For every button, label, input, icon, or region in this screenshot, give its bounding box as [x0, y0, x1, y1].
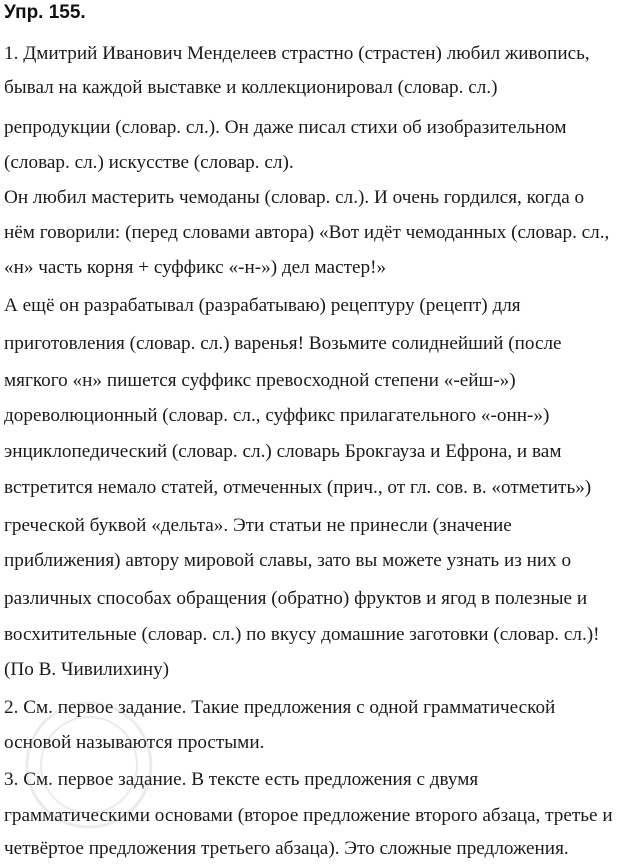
text-line: бывал на каждой выставке и коллекционировал (словар. сл.)	[4, 77, 498, 98]
line	[4, 217, 636, 249]
line	[4, 252, 636, 284]
text-line: мягкого «н» пишется суффикс превосходной степени «-ейш-»)	[4, 370, 516, 391]
line	[4, 182, 636, 214]
text-line: различных способах обращения (обратно) фруктов и ягод в полезные и	[4, 588, 588, 609]
text-line: приближения) автору мировой славы, зато вы можете узнать из них о	[4, 550, 572, 571]
line	[4, 764, 636, 796]
text-line: основой называются простыми.	[4, 732, 265, 753]
line	[4, 290, 636, 322]
text-line: 3. См. первое задание. В тексте есть предложения с двумя	[4, 769, 479, 790]
line	[4, 800, 636, 832]
text-line: приготовления (словар. сл.) варенья! Возьмите солиднейший (после	[4, 333, 562, 354]
line	[4, 147, 636, 179]
line	[4, 400, 636, 432]
text-line: «н» часть корня + суффикс «-н-») дел мастер!»	[4, 257, 387, 278]
line	[4, 583, 636, 615]
line	[4, 72, 636, 104]
text-line: (словар. сл.) искусстве (словар. сл).	[4, 152, 294, 173]
line	[4, 38, 636, 70]
line	[4, 510, 636, 542]
text-line: греческой буквой «дельта». Эти статьи не принесли (значение	[4, 515, 512, 536]
text-line: встретится немало статей, отмеченных (прич., от гл. сов. в. «отметить»)	[4, 477, 592, 498]
text-line: грамматическими основами (второе предложение второго абзаца, третье и	[4, 805, 613, 826]
line	[4, 692, 636, 724]
line	[4, 619, 636, 651]
text-line: дореволюционный (словар. сл., суффикс прилагательного «-онн-»)	[4, 405, 550, 426]
text-line: Он любил мастерить чемоданы (словар. сл.). И очень гордился, когда о	[4, 187, 585, 208]
line	[4, 328, 636, 360]
text-line: А ещё он разрабатывал (разрабатываю) рецептуру (рецепт) для	[4, 295, 521, 316]
exercise-title: Упр. 155.	[4, 2, 86, 23]
line	[4, 654, 636, 686]
text-line: 1. Дмитрий Иванович Менделеев страстно (страстен) любил живопись,	[4, 43, 590, 64]
text-line: четвёртое предложения третьего абзаца). Это сложные предложения.	[4, 838, 569, 859]
text-line: энциклопедический (словар. сл.) словарь Брокгауза и Ефрона, и вам	[4, 441, 562, 462]
line	[4, 112, 636, 144]
line	[4, 727, 636, 759]
text-line: (По В. Чивилихину)	[4, 659, 170, 680]
line	[4, 436, 636, 468]
text-line: нём говорили: (перед словами автора) «Вот идёт чемоданных (словар. сл.,	[4, 222, 610, 243]
text-line: 2. См. первое задание. Такие предложения с одной грамматической	[4, 697, 556, 718]
line	[4, 545, 636, 577]
line	[4, 365, 636, 397]
text-line: восхитительные (словар. сл.) по вкусу домашние заготовки (словар. сл.)!	[4, 624, 600, 645]
line	[4, 833, 636, 865]
text-line: репродукции (словар. сл.). Он даже писал стихи об изобразительном	[4, 117, 567, 138]
line	[4, 472, 636, 504]
